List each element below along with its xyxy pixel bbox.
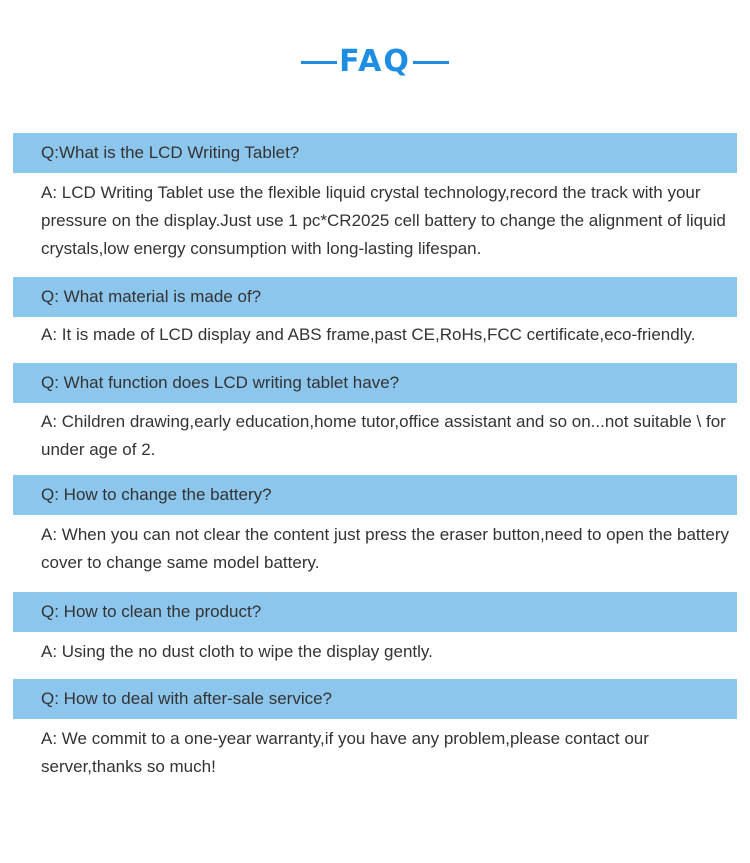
question-text: Q: What function does LCD writing tablet have?: [41, 373, 400, 392]
header-left-rule: [301, 61, 337, 64]
answer-text: A: When you can not clear the content just press the eraser button,need to open the battery cover to change same model battery.: [41, 525, 729, 572]
answer-text: A: Children drawing,early education,home tutor,office assistant and so on...not suitable \ for under age of 2.: [41, 412, 726, 459]
question-text: Q: How to clean the product?: [41, 602, 262, 621]
question-text: Q:What is the LCD Writing Tablet?: [41, 143, 300, 162]
question-text: Q: How to deal with after-sale service?: [41, 689, 333, 708]
question-text: Q: What material is made of?: [41, 287, 262, 306]
answer-text: A: LCD Writing Tablet use the flexible liquid crystal technology,record the track with your pressure on the display.Just use 1 pc*CR2025 cell battery to change the alignment of liquid crystals,low energy consumption with long-lasting lifespan.: [41, 183, 726, 258]
answer-text: A: Using the no dust cloth to wipe the display gently.: [41, 642, 433, 661]
header-right-rule: [413, 61, 449, 64]
answer-text: A: We commit to a one-year warranty,if you have any problem,please contact our server,thanks so much!: [41, 729, 649, 776]
question-text: Q: How to change the battery?: [41, 485, 272, 504]
faq-header: [0, 40, 750, 84]
answer-text: A: It is made of LCD display and ABS frame,past CE,RoHs,FCC certificate,eco-friendly.: [41, 325, 696, 344]
page-title: FAQ: [339, 44, 411, 79]
